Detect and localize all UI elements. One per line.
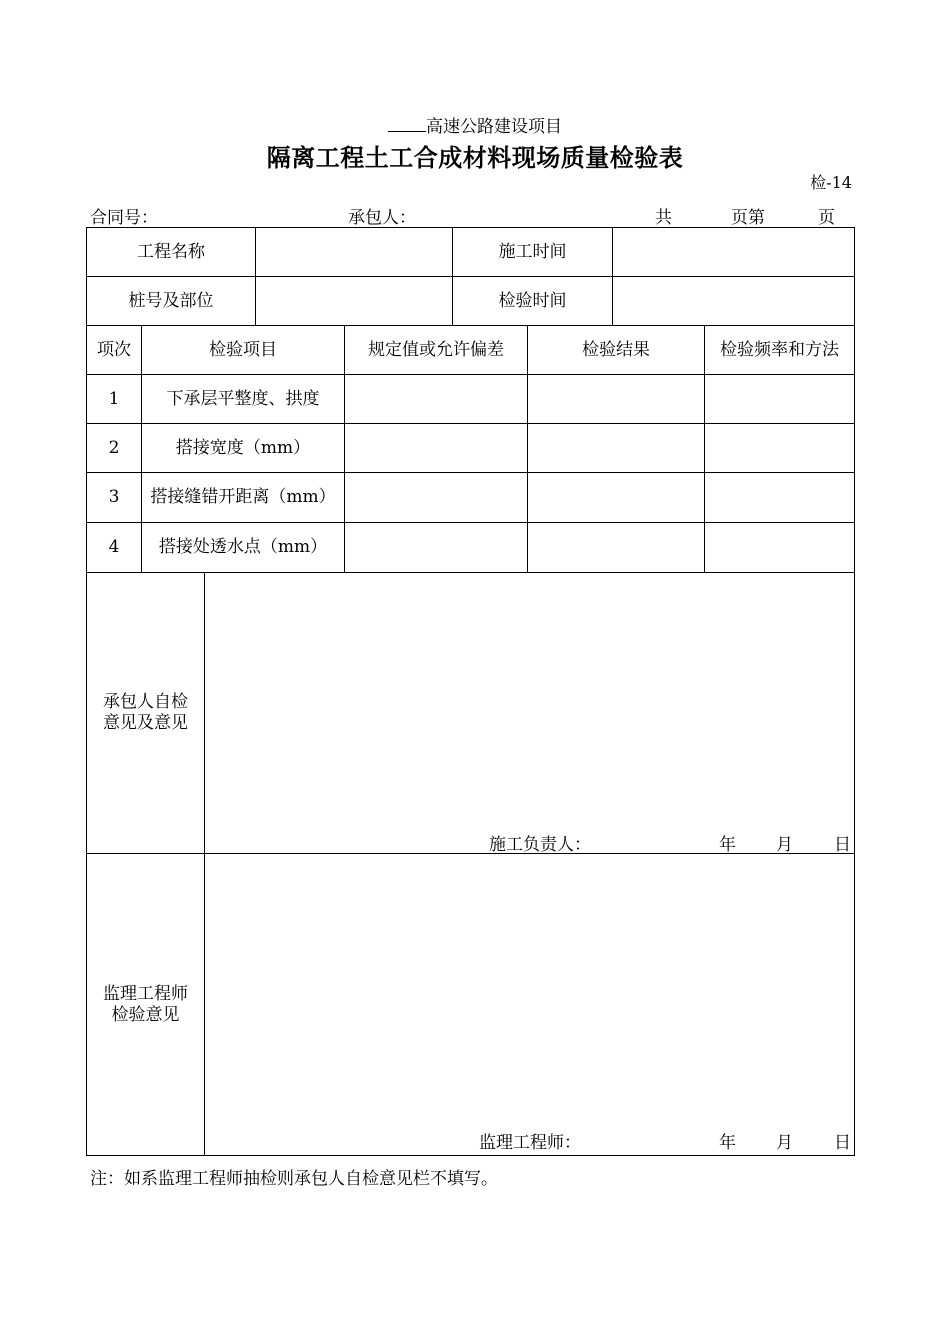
footnote: 注：如系监理工程师抽检则承包人自检意见栏不填写。 [90, 1169, 498, 1189]
column-header: 检验项目 [209, 339, 277, 360]
column-header: 检验结果 [582, 339, 650, 360]
supervisor-year: 年 [719, 1133, 736, 1153]
station-value[interactable] [256, 277, 452, 325]
self-check-month: 月 [776, 835, 793, 855]
column-header: 检验频率和方法 [720, 339, 839, 360]
supervisor-sign-label: 监理工程师： [479, 1133, 581, 1153]
self-check-opinion-area[interactable] [205, 573, 854, 853]
result-cell[interactable] [528, 424, 704, 472]
result-cell[interactable] [528, 523, 704, 572]
result-cell[interactable] [528, 473, 704, 522]
page-number-label: 页第 [731, 208, 765, 228]
page-end-label: 页 [818, 208, 835, 228]
spec-value-cell[interactable] [345, 424, 527, 472]
row-item: 搭接宽度（mm） [175, 437, 311, 458]
row-item: 下承层平整度、拱度 [166, 388, 320, 409]
inspection-table [86, 227, 855, 1156]
spec-value-cell[interactable] [345, 473, 527, 522]
contractor-label: 承包人： [348, 208, 416, 228]
self-check-label [87, 573, 204, 853]
total-pages-label: 共 [655, 208, 672, 228]
column-header: 规定值或允许偏差 [368, 339, 504, 360]
row-item: 搭接处透水点（mm） [158, 537, 328, 557]
project-name-value[interactable] [256, 228, 452, 276]
row-number: 1 [108, 388, 120, 409]
supervisor-opinion-area[interactable] [205, 854, 854, 1156]
row-number: 4 [108, 537, 120, 557]
supervisor-label-line2: 检验意见 [111, 1005, 180, 1025]
method-cell[interactable] [705, 424, 854, 472]
supervisor-month: 月 [776, 1133, 793, 1153]
construction-time-value[interactable] [613, 228, 854, 276]
form-number: 检-14 [810, 173, 852, 192]
result-cell[interactable] [528, 375, 704, 423]
spec-value-cell[interactable] [345, 375, 527, 423]
construction-time-label: 施工时间 [498, 241, 567, 262]
form-title: 隔离工程土工合成材料现场质量检验表 [266, 143, 684, 172]
method-cell[interactable] [705, 473, 854, 522]
self-check-day: 日 [834, 835, 851, 855]
method-cell[interactable] [705, 375, 854, 423]
supervisor-label [87, 854, 204, 1156]
subtitle-text: 高速公路建设项目 [426, 117, 562, 137]
method-cell[interactable] [705, 523, 854, 572]
inspection-time-value[interactable] [613, 277, 854, 325]
project-name-label: 工程名称 [137, 241, 205, 262]
row-number: 2 [108, 437, 120, 458]
supervisor-label-line1: 监理工程师 [103, 984, 188, 1004]
column-header: 项次 [97, 339, 131, 360]
contract-no-label: 合同号： [90, 208, 158, 228]
supervisor-day: 日 [834, 1133, 851, 1153]
self-check-label-line2: 意见及意见 [103, 713, 188, 733]
spec-value-cell[interactable] [345, 523, 527, 572]
self-check-label-line1: 承包人自检 [103, 692, 188, 712]
row-number: 3 [108, 487, 120, 507]
self-check-year: 年 [719, 835, 736, 855]
inspection-time-label: 检验时间 [498, 290, 567, 311]
self-check-sign-label: 施工负责人： [489, 835, 591, 855]
project-subtitle [0, 112, 950, 137]
row-item: 搭接缝错开距离（mm） [150, 487, 336, 507]
project-name-blank[interactable] [388, 117, 426, 132]
station-label: 桩号及部位 [128, 290, 214, 311]
